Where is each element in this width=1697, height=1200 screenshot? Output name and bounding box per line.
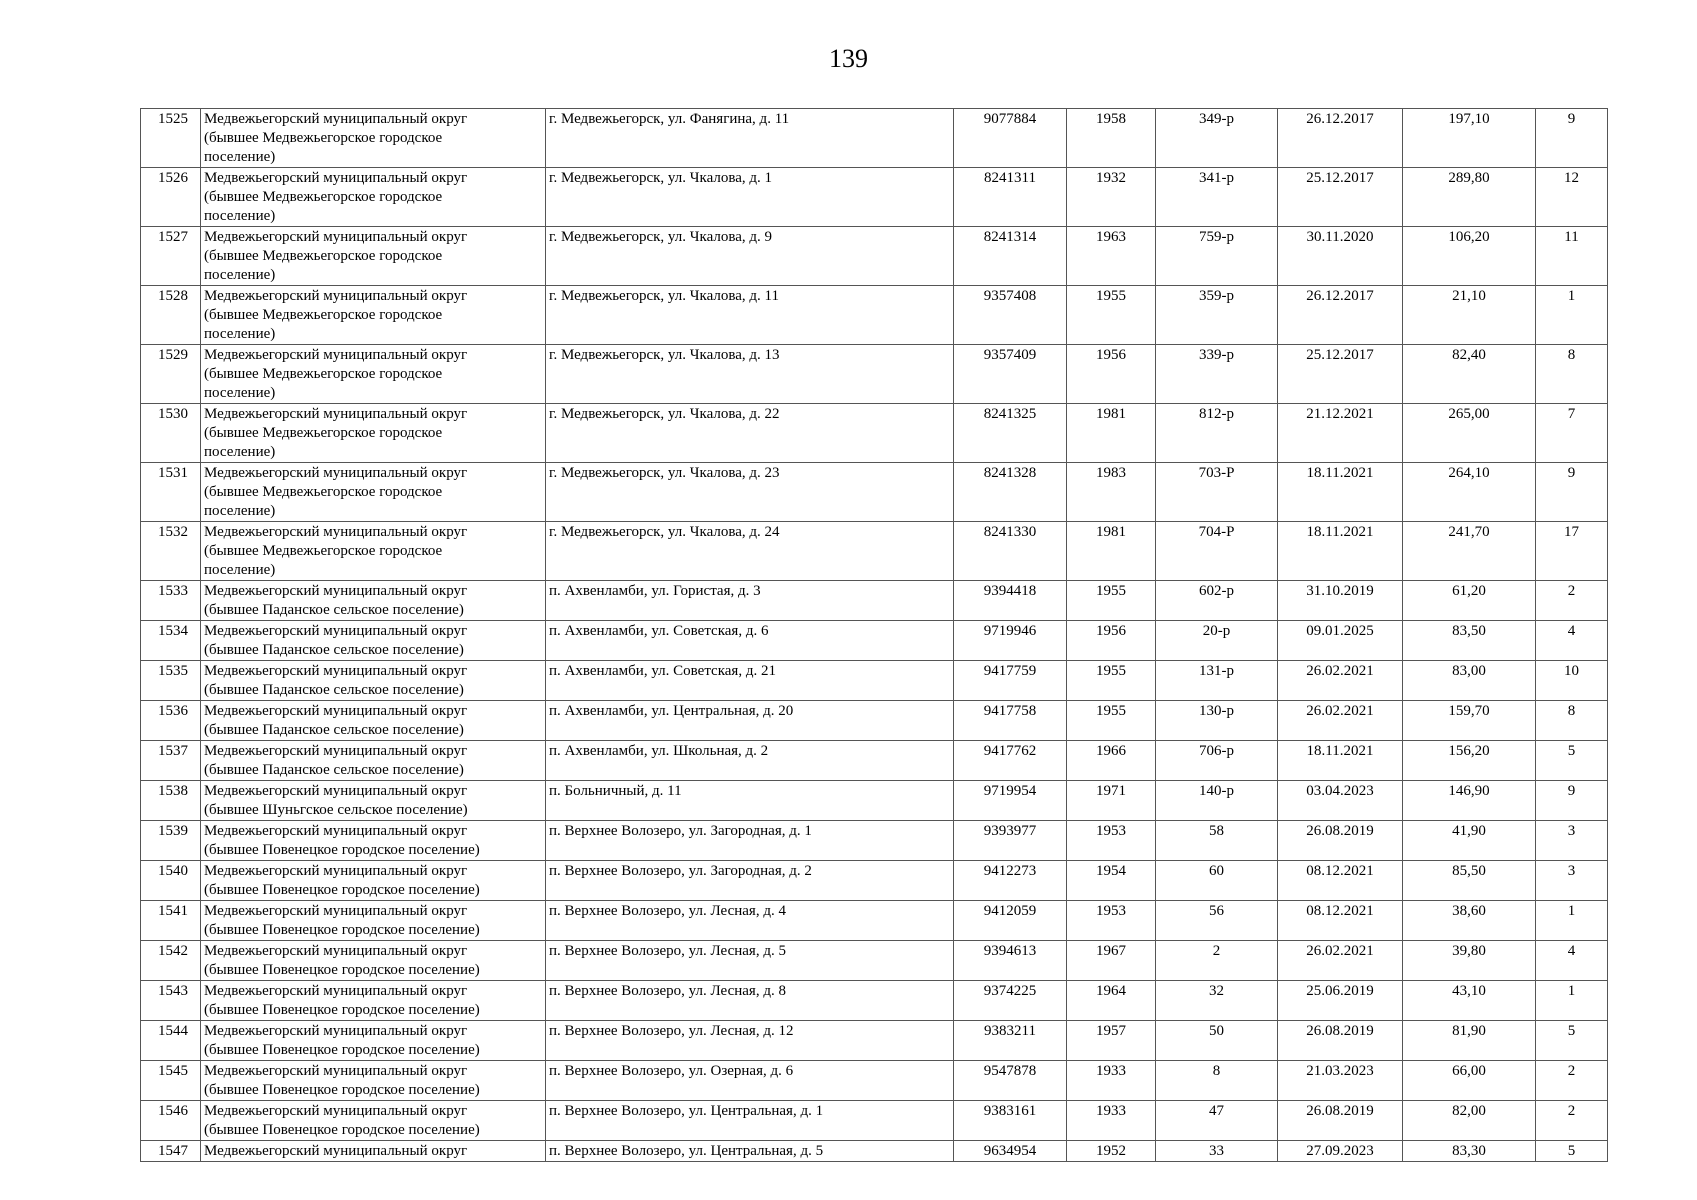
- address-cell: п. Верхнее Волозеро, ул. Загородная, д. 1: [546, 821, 954, 861]
- row-number-cell: 1546: [141, 1101, 201, 1141]
- row-number-cell: 1538: [141, 781, 201, 821]
- document-number-cell: 359-р: [1156, 286, 1278, 345]
- row-number-cell: 1539: [141, 821, 201, 861]
- area-cell: 82,00: [1403, 1101, 1536, 1141]
- document-date-cell: 09.01.2025: [1278, 621, 1403, 661]
- municipality-line: Медвежьегорский муниципальный округ: [204, 903, 468, 919]
- row-number-cell: 1544: [141, 1021, 201, 1061]
- municipality-cell: [201, 1141, 546, 1162]
- municipality-cell: [201, 463, 546, 522]
- count-cell: 5: [1536, 741, 1608, 781]
- municipality-line: (бывшее Медвежьегорское городское: [204, 189, 443, 205]
- table-row: [141, 404, 1608, 463]
- area-cell: 85,50: [1403, 861, 1536, 901]
- table-row: [141, 621, 1608, 661]
- address-cell: п. Верхнее Волозеро, ул. Центральная, д. 1: [546, 1101, 954, 1141]
- municipality-cell: [201, 109, 546, 168]
- municipality-line: Медвежьегорский муниципальный округ: [204, 943, 468, 959]
- address-cell: г. Медвежьегорск, ул. Чкалова, д. 24: [546, 522, 954, 581]
- document-date-cell: 26.08.2019: [1278, 1101, 1403, 1141]
- area-cell: 81,90: [1403, 1021, 1536, 1061]
- year-cell: 1956: [1067, 621, 1156, 661]
- table-row: [141, 1061, 1608, 1101]
- document-date-cell: 21.03.2023: [1278, 1061, 1403, 1101]
- municipality-line: поселение): [204, 562, 276, 578]
- area-cell: 156,20: [1403, 741, 1536, 781]
- count-cell: 1: [1536, 901, 1608, 941]
- municipality-line: (бывшее Повенецкое городское поселение): [204, 962, 480, 978]
- municipality-line: (бывшее Паданское сельское поселение): [204, 722, 464, 738]
- row-number-cell: 1527: [141, 227, 201, 286]
- municipality-cell: [201, 621, 546, 661]
- year-cell: 1955: [1067, 581, 1156, 621]
- row-number-cell: 1529: [141, 345, 201, 404]
- municipality-line: поселение): [204, 326, 276, 342]
- year-cell: 1932: [1067, 168, 1156, 227]
- municipality-line: (бывшее Повенецкое городское поселение): [204, 1122, 480, 1138]
- row-number-cell: 1542: [141, 941, 201, 981]
- object-code-cell: 8241311: [954, 168, 1067, 227]
- year-cell: 1933: [1067, 1061, 1156, 1101]
- municipality-line: (бывшее Медвежьегорское городское: [204, 543, 443, 559]
- municipality-line: поселение): [204, 385, 276, 401]
- municipality-cell: [201, 741, 546, 781]
- document-date-cell: 18.11.2021: [1278, 741, 1403, 781]
- table-row: [141, 821, 1608, 861]
- municipality-cell: [201, 404, 546, 463]
- municipality-line: Медвежьегорский муниципальный округ: [204, 111, 468, 127]
- address-cell: г. Медвежьегорск, ул. Чкалова, д. 23: [546, 463, 954, 522]
- address-cell: п. Ахвенламби, ул. Школьная, д. 2: [546, 741, 954, 781]
- document-date-cell: 30.11.2020: [1278, 227, 1403, 286]
- row-number-cell: 1532: [141, 522, 201, 581]
- year-cell: 1933: [1067, 1101, 1156, 1141]
- document-number-cell: 8: [1156, 1061, 1278, 1101]
- municipality-line: (бывшее Паданское сельское поселение): [204, 602, 464, 618]
- table-row: [141, 168, 1608, 227]
- table-row: [141, 661, 1608, 701]
- object-code-cell: 9412059: [954, 901, 1067, 941]
- document-date-cell: 26.12.2017: [1278, 286, 1403, 345]
- area-cell: 21,10: [1403, 286, 1536, 345]
- area-cell: 82,40: [1403, 345, 1536, 404]
- table-row: [141, 109, 1608, 168]
- table-row: [141, 1021, 1608, 1061]
- area-cell: 83,50: [1403, 621, 1536, 661]
- municipality-line: поселение): [204, 149, 276, 165]
- area-cell: 43,10: [1403, 981, 1536, 1021]
- document-number-cell: 602-р: [1156, 581, 1278, 621]
- row-number-cell: 1525: [141, 109, 201, 168]
- count-cell: 8: [1536, 701, 1608, 741]
- document-number-cell: 47: [1156, 1101, 1278, 1141]
- address-cell: п. Ахвенламби, ул. Советская, д. 21: [546, 661, 954, 701]
- count-cell: 11: [1536, 227, 1608, 286]
- object-code-cell: 8241325: [954, 404, 1067, 463]
- count-cell: 2: [1536, 581, 1608, 621]
- object-code-cell: 9374225: [954, 981, 1067, 1021]
- municipality-line: (бывшее Медвежьегорское городское: [204, 425, 443, 441]
- municipality-line: Медвежьегорский муниципальный округ: [204, 347, 468, 363]
- year-cell: 1971: [1067, 781, 1156, 821]
- document-number-cell: 50: [1156, 1021, 1278, 1061]
- count-cell: 2: [1536, 1061, 1608, 1101]
- municipality-line: Медвежьегорский муниципальный округ: [204, 1143, 468, 1159]
- object-code-cell: 9417762: [954, 741, 1067, 781]
- address-cell: п. Ахвенламби, ул. Гористая, д. 3: [546, 581, 954, 621]
- year-cell: 1953: [1067, 901, 1156, 941]
- municipality-line: Медвежьегорский муниципальный округ: [204, 465, 468, 481]
- municipality-cell: [201, 901, 546, 941]
- address-cell: г. Медвежьегорск, ул. Чкалова, д. 9: [546, 227, 954, 286]
- municipality-line: Медвежьегорский муниципальный округ: [204, 583, 468, 599]
- count-cell: 3: [1536, 861, 1608, 901]
- address-cell: п. Ахвенламби, ул. Советская, д. 6: [546, 621, 954, 661]
- municipality-line: Медвежьегорский муниципальный округ: [204, 703, 468, 719]
- area-cell: 146,90: [1403, 781, 1536, 821]
- municipality-line: Медвежьегорский муниципальный округ: [204, 623, 468, 639]
- municipality-line: поселение): [204, 503, 276, 519]
- document-date-cell: 25.12.2017: [1278, 345, 1403, 404]
- table-row: [141, 227, 1608, 286]
- document-number-cell: 140-р: [1156, 781, 1278, 821]
- year-cell: 1983: [1067, 463, 1156, 522]
- count-cell: 9: [1536, 463, 1608, 522]
- count-cell: 1: [1536, 286, 1608, 345]
- address-cell: п. Верхнее Волозеро, ул. Лесная, д. 5: [546, 941, 954, 981]
- count-cell: 4: [1536, 621, 1608, 661]
- document-number-cell: 341-р: [1156, 168, 1278, 227]
- document-number-cell: 60: [1156, 861, 1278, 901]
- document-date-cell: 03.04.2023: [1278, 781, 1403, 821]
- municipality-cell: [201, 941, 546, 981]
- year-cell: 1981: [1067, 522, 1156, 581]
- count-cell: 9: [1536, 781, 1608, 821]
- municipality-line: Медвежьегорский муниципальный округ: [204, 288, 468, 304]
- address-cell: г. Медвежьегорск, ул. Чкалова, д. 1: [546, 168, 954, 227]
- area-cell: 241,70: [1403, 522, 1536, 581]
- year-cell: 1967: [1067, 941, 1156, 981]
- municipality-line: Медвежьегорский муниципальный округ: [204, 1023, 468, 1039]
- object-code-cell: 8241314: [954, 227, 1067, 286]
- count-cell: 3: [1536, 821, 1608, 861]
- municipality-line: Медвежьегорский муниципальный округ: [204, 823, 468, 839]
- object-code-cell: 9719946: [954, 621, 1067, 661]
- address-cell: г. Медвежьегорск, ул. Чкалова, д. 13: [546, 345, 954, 404]
- address-cell: г. Медвежьегорск, ул. Чкалова, д. 22: [546, 404, 954, 463]
- document-date-cell: 08.12.2021: [1278, 861, 1403, 901]
- object-code-cell: 9719954: [954, 781, 1067, 821]
- year-cell: 1958: [1067, 109, 1156, 168]
- row-number-cell: 1530: [141, 404, 201, 463]
- address-cell: п. Ахвенламби, ул. Центральная, д. 20: [546, 701, 954, 741]
- object-code-cell: 9394613: [954, 941, 1067, 981]
- municipality-line: Медвежьегорский муниципальный округ: [204, 524, 468, 540]
- table-row: [141, 941, 1608, 981]
- address-cell: п. Верхнее Волозеро, ул. Загородная, д. 2: [546, 861, 954, 901]
- document-number-cell: 131-р: [1156, 661, 1278, 701]
- document-date-cell: 08.12.2021: [1278, 901, 1403, 941]
- address-cell: г. Медвежьегорск, ул. Чкалова, д. 11: [546, 286, 954, 345]
- count-cell: 4: [1536, 941, 1608, 981]
- table-row: [141, 981, 1608, 1021]
- document-date-cell: 26.08.2019: [1278, 1021, 1403, 1061]
- row-number-cell: 1541: [141, 901, 201, 941]
- document-number-cell: 2: [1156, 941, 1278, 981]
- area-cell: 159,70: [1403, 701, 1536, 741]
- municipality-cell: [201, 1061, 546, 1101]
- municipality-cell: [201, 821, 546, 861]
- municipality-line: (бывшее Повенецкое городское поселение): [204, 922, 480, 938]
- count-cell: 1: [1536, 981, 1608, 1021]
- document-date-cell: 31.10.2019: [1278, 581, 1403, 621]
- count-cell: 8: [1536, 345, 1608, 404]
- registry-table: [140, 108, 1608, 1162]
- municipality-cell: [201, 781, 546, 821]
- count-cell: 5: [1536, 1141, 1608, 1162]
- municipality-line: Медвежьегорский муниципальный округ: [204, 1063, 468, 1079]
- document-date-cell: 18.11.2021: [1278, 522, 1403, 581]
- document-number-cell: 704-Р: [1156, 522, 1278, 581]
- document-number-cell: 58: [1156, 821, 1278, 861]
- municipality-line: (бывшее Медвежьегорское городское: [204, 366, 443, 382]
- municipality-line: (бывшее Повенецкое городское поселение): [204, 842, 480, 858]
- year-cell: 1952: [1067, 1141, 1156, 1162]
- municipality-line: Медвежьегорский муниципальный округ: [204, 983, 468, 999]
- municipality-line: Медвежьегорский муниципальный округ: [204, 229, 468, 245]
- area-cell: 197,10: [1403, 109, 1536, 168]
- table-row: [141, 701, 1608, 741]
- row-number-cell: 1531: [141, 463, 201, 522]
- object-code-cell: 9547878: [954, 1061, 1067, 1101]
- year-cell: 1955: [1067, 701, 1156, 741]
- municipality-line: Медвежьегорский муниципальный округ: [204, 863, 468, 879]
- document-date-cell: 26.02.2021: [1278, 941, 1403, 981]
- count-cell: 2: [1536, 1101, 1608, 1141]
- table-row: [141, 463, 1608, 522]
- count-cell: 17: [1536, 522, 1608, 581]
- document-number-cell: 33: [1156, 1141, 1278, 1162]
- row-number-cell: 1540: [141, 861, 201, 901]
- document-date-cell: 26.02.2021: [1278, 661, 1403, 701]
- municipality-line: (бывшее Паданское сельское поселение): [204, 762, 464, 778]
- count-cell: 9: [1536, 109, 1608, 168]
- address-cell: п. Верхнее Волозеро, ул. Центральная, д. 5: [546, 1141, 954, 1162]
- document-date-cell: 26.02.2021: [1278, 701, 1403, 741]
- row-number-cell: 1534: [141, 621, 201, 661]
- table-row: [141, 522, 1608, 581]
- municipality-line: Медвежьегорский муниципальный округ: [204, 783, 468, 799]
- year-cell: 1981: [1067, 404, 1156, 463]
- address-cell: г. Медвежьегорск, ул. Фанягина, д. 11: [546, 109, 954, 168]
- municipality-line: Медвежьегорский муниципальный округ: [204, 1103, 468, 1119]
- address-cell: п. Верхнее Волозеро, ул. Лесная, д. 8: [546, 981, 954, 1021]
- object-code-cell: 9412273: [954, 861, 1067, 901]
- object-code-cell: 9383161: [954, 1101, 1067, 1141]
- municipality-line: (бывшее Паданское сельское поселение): [204, 642, 464, 658]
- municipality-line: Медвежьегорский муниципальный округ: [204, 663, 468, 679]
- municipality-line: (бывшее Медвежьегорское городское: [204, 248, 443, 264]
- municipality-cell: [201, 286, 546, 345]
- table-row: [141, 1141, 1608, 1162]
- table-row: [141, 861, 1608, 901]
- document-date-cell: 25.12.2017: [1278, 168, 1403, 227]
- municipality-cell: [201, 345, 546, 404]
- year-cell: 1955: [1067, 286, 1156, 345]
- year-cell: 1956: [1067, 345, 1156, 404]
- year-cell: 1963: [1067, 227, 1156, 286]
- object-code-cell: 9394418: [954, 581, 1067, 621]
- municipality-line: Медвежьегорский муниципальный округ: [204, 170, 468, 186]
- address-cell: п. Верхнее Волозеро, ул. Лесная, д. 12: [546, 1021, 954, 1061]
- municipality-line: Медвежьегорский муниципальный округ: [204, 406, 468, 422]
- row-number-cell: 1526: [141, 168, 201, 227]
- area-cell: 265,00: [1403, 404, 1536, 463]
- municipality-line: (бывшее Медвежьегорское городское: [204, 484, 443, 500]
- row-number-cell: 1533: [141, 581, 201, 621]
- object-code-cell: 9634954: [954, 1141, 1067, 1162]
- municipality-line: (бывшее Шуньгское сельское поселение): [204, 802, 468, 818]
- document-date-cell: 18.11.2021: [1278, 463, 1403, 522]
- area-cell: 289,80: [1403, 168, 1536, 227]
- table-row: [141, 1101, 1608, 1141]
- object-code-cell: 9357409: [954, 345, 1067, 404]
- count-cell: 5: [1536, 1021, 1608, 1061]
- document-date-cell: 26.08.2019: [1278, 821, 1403, 861]
- document-date-cell: 21.12.2021: [1278, 404, 1403, 463]
- area-cell: 41,90: [1403, 821, 1536, 861]
- year-cell: 1954: [1067, 861, 1156, 901]
- area-cell: 39,80: [1403, 941, 1536, 981]
- document-number-cell: 703-Р: [1156, 463, 1278, 522]
- area-cell: 38,60: [1403, 901, 1536, 941]
- row-number-cell: 1528: [141, 286, 201, 345]
- table-body: [141, 109, 1608, 1162]
- municipality-cell: [201, 701, 546, 741]
- object-code-cell: 9383211: [954, 1021, 1067, 1061]
- document-date-cell: 25.06.2019: [1278, 981, 1403, 1021]
- object-code-cell: 9077884: [954, 109, 1067, 168]
- table-row: [141, 781, 1608, 821]
- area-cell: 83,30: [1403, 1141, 1536, 1162]
- municipality-line: поселение): [204, 444, 276, 460]
- municipality-cell: [201, 227, 546, 286]
- table-row: [141, 345, 1608, 404]
- table-row: [141, 901, 1608, 941]
- object-code-cell: 8241328: [954, 463, 1067, 522]
- year-cell: 1957: [1067, 1021, 1156, 1061]
- row-number-cell: 1547: [141, 1141, 201, 1162]
- municipality-line: (бывшее Повенецкое городское поселение): [204, 882, 480, 898]
- document-number-cell: 56: [1156, 901, 1278, 941]
- municipality-cell: [201, 981, 546, 1021]
- municipality-line: поселение): [204, 267, 276, 283]
- document-number-cell: 20-р: [1156, 621, 1278, 661]
- year-cell: 1966: [1067, 741, 1156, 781]
- table-row: [141, 741, 1608, 781]
- document-number-cell: 706-р: [1156, 741, 1278, 781]
- document-number-cell: 759-р: [1156, 227, 1278, 286]
- document-number-cell: 32: [1156, 981, 1278, 1021]
- address-cell: п. Больничный, д. 11: [546, 781, 954, 821]
- row-number-cell: 1536: [141, 701, 201, 741]
- municipality-line: (бывшее Медвежьегорское городское: [204, 307, 443, 323]
- object-code-cell: 8241330: [954, 522, 1067, 581]
- object-code-cell: 9417758: [954, 701, 1067, 741]
- municipality-cell: [201, 1101, 546, 1141]
- municipality-line: Медвежьегорский муниципальный округ: [204, 743, 468, 759]
- table-row: [141, 581, 1608, 621]
- object-code-cell: 9357408: [954, 286, 1067, 345]
- address-cell: п. Верхнее Волозеро, ул. Лесная, д. 4: [546, 901, 954, 941]
- year-cell: 1953: [1067, 821, 1156, 861]
- count-cell: 10: [1536, 661, 1608, 701]
- municipality-line: (бывшее Паданское сельское поселение): [204, 682, 464, 698]
- object-code-cell: 9393977: [954, 821, 1067, 861]
- municipality-cell: [201, 522, 546, 581]
- count-cell: 12: [1536, 168, 1608, 227]
- area-cell: 61,20: [1403, 581, 1536, 621]
- year-cell: 1955: [1067, 661, 1156, 701]
- municipality-line: (бывшее Повенецкое городское поселение): [204, 1002, 480, 1018]
- table-row: [141, 286, 1608, 345]
- row-number-cell: 1535: [141, 661, 201, 701]
- municipality-cell: [201, 861, 546, 901]
- year-cell: 1964: [1067, 981, 1156, 1021]
- document-number-cell: 130-р: [1156, 701, 1278, 741]
- count-cell: 7: [1536, 404, 1608, 463]
- municipality-line: (бывшее Медвежьегорское городское: [204, 130, 443, 146]
- row-number-cell: 1545: [141, 1061, 201, 1101]
- area-cell: 264,10: [1403, 463, 1536, 522]
- municipality-cell: [201, 168, 546, 227]
- page-number: 139: [829, 44, 868, 73]
- municipality-cell: [201, 661, 546, 701]
- area-cell: 83,00: [1403, 661, 1536, 701]
- document-number-cell: 349-р: [1156, 109, 1278, 168]
- municipality-cell: [201, 581, 546, 621]
- document-date-cell: 26.12.2017: [1278, 109, 1403, 168]
- row-number-cell: 1543: [141, 981, 201, 1021]
- municipality-line: (бывшее Повенецкое городское поселение): [204, 1082, 480, 1098]
- row-number-cell: 1537: [141, 741, 201, 781]
- object-code-cell: 9417759: [954, 661, 1067, 701]
- document-date-cell: 27.09.2023: [1278, 1141, 1403, 1162]
- area-cell: 106,20: [1403, 227, 1536, 286]
- municipality-cell: [201, 1021, 546, 1061]
- municipality-line: (бывшее Повенецкое городское поселение): [204, 1042, 480, 1058]
- area-cell: 66,00: [1403, 1061, 1536, 1101]
- address-cell: п. Верхнее Волозеро, ул. Озерная, д. 6: [546, 1061, 954, 1101]
- municipality-line: поселение): [204, 208, 276, 224]
- document-number-cell: 812-р: [1156, 404, 1278, 463]
- document-number-cell: 339-р: [1156, 345, 1278, 404]
